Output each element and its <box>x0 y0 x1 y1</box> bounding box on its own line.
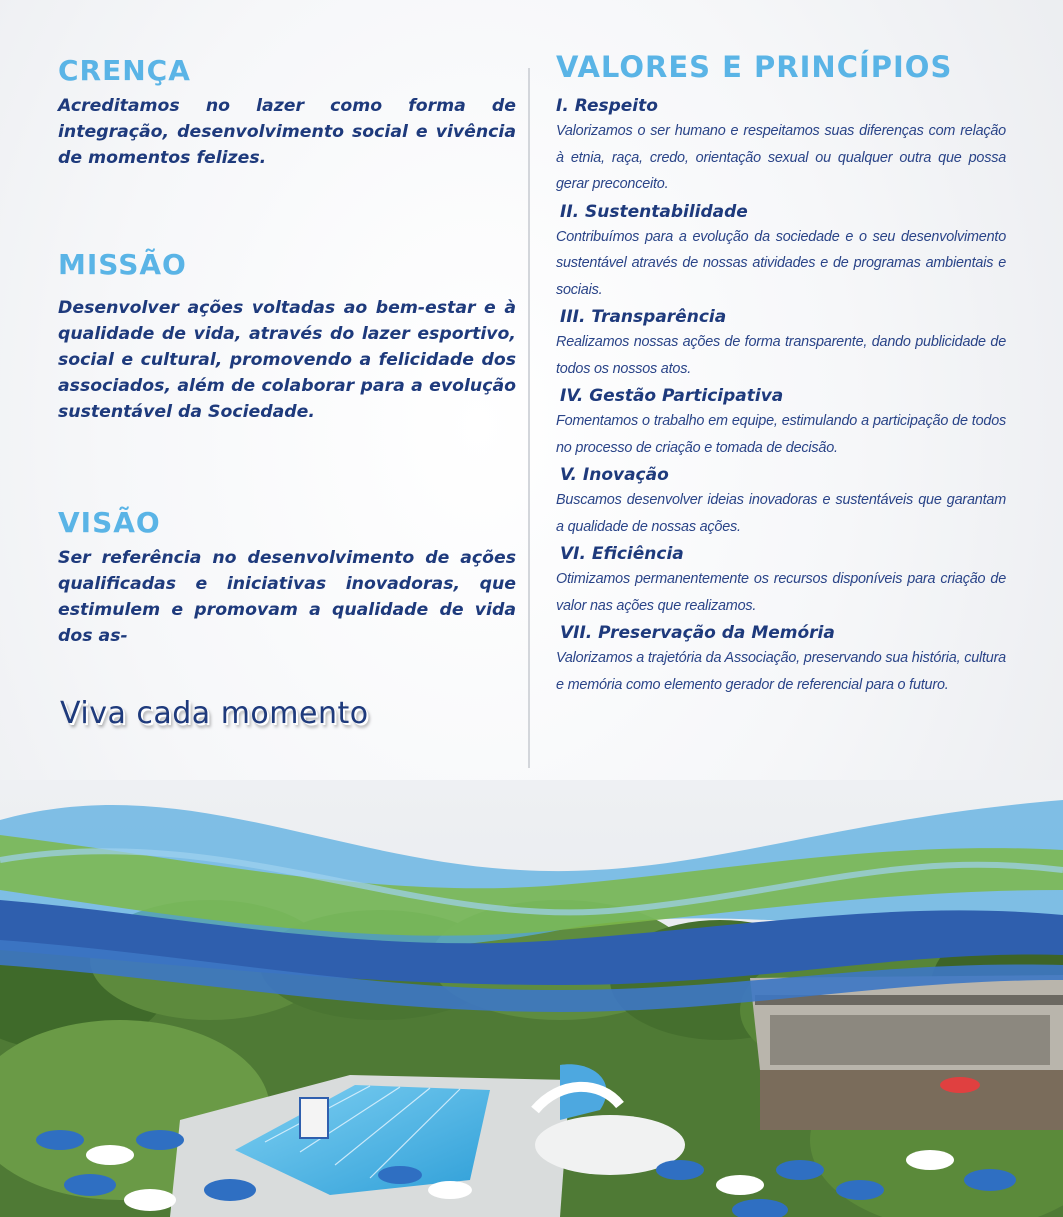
value-item <box>556 463 1006 540</box>
value-title: III. Transparência <box>560 307 727 327</box>
value-title: IV. Gestão Participativa <box>560 386 784 406</box>
clubhouse-building <box>750 975 1063 1130</box>
value-item <box>556 621 1006 698</box>
column-divider <box>528 68 530 768</box>
missao-section <box>58 248 516 425</box>
crenca-title: CRENÇA <box>58 54 191 87</box>
value-item <box>556 542 1006 619</box>
value-item <box>556 94 1006 198</box>
value-title: VI. Eficiência <box>560 544 684 564</box>
value-title: II. Sustentabilidade <box>560 201 748 222</box>
value-text: Valorizamos a trajetória da Associação, preservando sua história, cultura e memória como elemento gerador de referencial para o futuro. <box>556 650 1006 693</box>
visao-text: Ser referência no desenvolvimento de ações qualificadas e iniciativas inovadoras, que estimulem e promovam a qualidade de vida dos as- <box>58 548 516 646</box>
visao-title: VISÃO <box>58 506 161 539</box>
valores-title: VALORES E PRINCÍPIOS <box>556 50 953 84</box>
values-list <box>556 94 1006 698</box>
value-text: Fomentamos o trabalho em equipe, estimulando a participação de todos no processo de criação e tomada de decisão. <box>556 413 1006 456</box>
missao-text: Desenvolver ações voltadas ao bem-estar e à qualidade de vida, através do lazer esportivo, social e cultural, promovendo a felicidade dos associados, além de colaborar para a evolução sustentável da Sociedade. <box>58 298 516 422</box>
value-text: Realizamos nossas ações de forma transparente, dando publicidade de todos os nossos atos. <box>556 334 1006 377</box>
value-text: Buscamos desenvolver ideias inovadoras e sustentáveis que garantam a qualidade de nossas ações. <box>556 492 1006 535</box>
value-title: V. Inovação <box>560 465 669 485</box>
value-title: VII. Preservação da Memória <box>560 623 835 643</box>
value-item <box>556 200 1006 304</box>
right-column <box>556 50 1006 700</box>
missao-title: MISSÃO <box>58 248 187 281</box>
club-photo-illustration <box>0 780 1063 1217</box>
crenca-text: Acreditamos no lazer como forma de integração, desenvolvimento social e vivência de momentos felizes. <box>58 96 516 168</box>
crenca-section <box>58 54 516 171</box>
visao-section <box>58 506 516 649</box>
value-text: Contribuímos para a evolução da sociedade e o seu desenvolvimento sustentável através de nossas atividades e de programas ambientais e sociais. <box>556 228 1006 298</box>
value-item <box>556 305 1006 382</box>
tagline: Viva cada momento <box>60 696 369 731</box>
value-text: Valorizamos o ser humano e respeitamos suas diferenças com relação à etnia, raça, credo, orientação sexual ou qualquer outra que possa gerar preconceito. <box>556 123 1006 192</box>
value-item <box>556 384 1006 461</box>
value-title: I. Respeito <box>556 96 658 116</box>
value-text: Otimizamos permanentemente os recursos disponíveis para criação de valor nas ações que realizamos. <box>556 571 1006 614</box>
